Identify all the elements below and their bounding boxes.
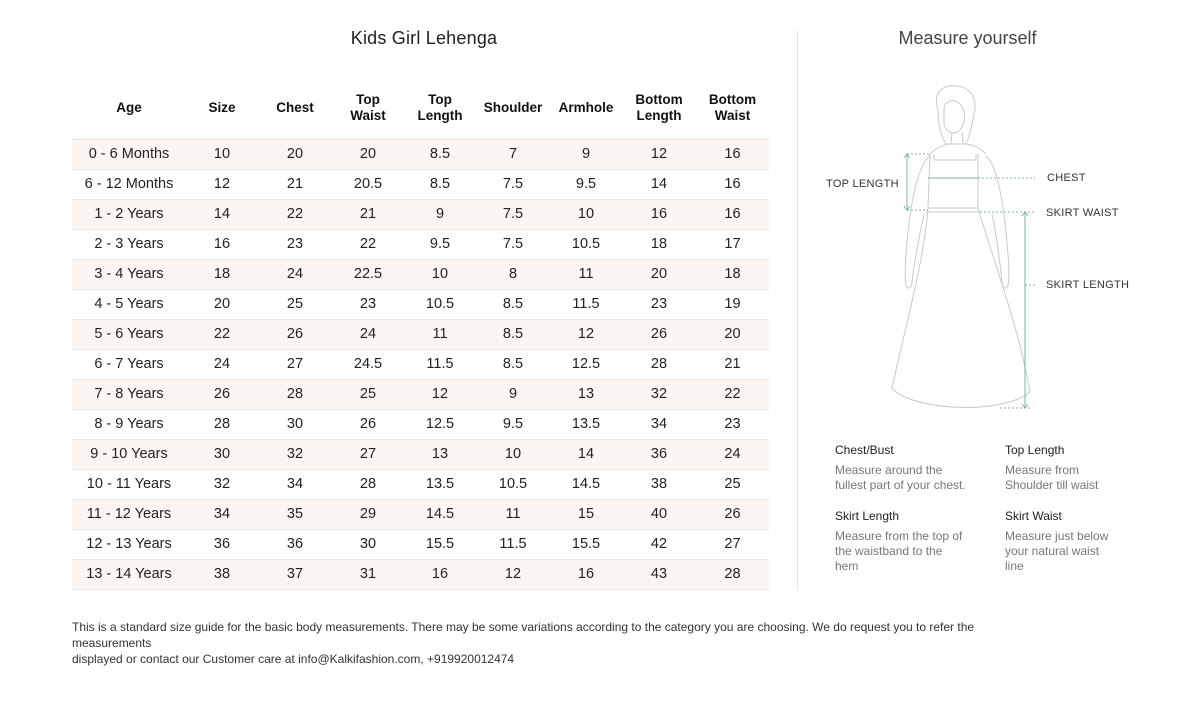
measurement-cell: 10.5 — [404, 289, 476, 319]
measurement-cell: 8.5 — [404, 139, 476, 169]
measurement-cell: 23 — [696, 409, 769, 439]
guide-line: Measure from the top of — [835, 529, 963, 543]
table-row — [72, 379, 769, 409]
measurement-cell: 11 — [550, 259, 622, 289]
measurement-cell: 14.5 — [550, 469, 622, 499]
measurement-cell: 27 — [332, 439, 404, 469]
guide-line: line — [1005, 559, 1024, 573]
table-row — [72, 529, 769, 559]
measurement-cell: 32 — [186, 469, 258, 499]
measurement-cell: 12.5 — [550, 349, 622, 379]
measurement-cell: 11 — [404, 319, 476, 349]
measurement-cell: 16 — [186, 229, 258, 259]
age-cell: 12 - 13 Years — [72, 529, 186, 559]
measurement-cell: 26 — [332, 409, 404, 439]
table-row — [72, 559, 769, 589]
measurement-cell: 25 — [332, 379, 404, 409]
column-header — [404, 78, 476, 139]
age-cell: 4 - 5 Years — [72, 289, 186, 319]
measurement-cell: 7.5 — [476, 229, 550, 259]
measurement-cell: 20 — [186, 289, 258, 319]
measurement-cell: 10 — [550, 199, 622, 229]
table-row — [72, 469, 769, 499]
measurement-cell: 23 — [622, 289, 696, 319]
measurement-cell: 21 — [332, 199, 404, 229]
measurement-cell: 32 — [258, 439, 332, 469]
measurement-cell: 8.5 — [404, 169, 476, 199]
measurement-cell: 24.5 — [332, 349, 404, 379]
measurement-cell: 14 — [550, 439, 622, 469]
measurement-cell: 38 — [186, 559, 258, 589]
measurement-cell: 12 — [404, 379, 476, 409]
age-cell: 6 - 7 Years — [72, 349, 186, 379]
measurement-cell: 12 — [622, 139, 696, 169]
measurement-cell: 34 — [186, 499, 258, 529]
measurement-cell: 13.5 — [404, 469, 476, 499]
age-cell: 10 - 11 Years — [72, 469, 186, 499]
measurement-cell: 32 — [622, 379, 696, 409]
age-cell: 7 - 8 Years — [72, 379, 186, 409]
measurement-cell: 28 — [622, 349, 696, 379]
guide-line: your natural waist — [1005, 544, 1100, 558]
measurement-cell: 9 — [550, 139, 622, 169]
guide-line: hem — [835, 559, 859, 573]
section-divider — [797, 30, 798, 590]
measurement-cell: 11.5 — [476, 529, 550, 559]
measurement-cell: 8.5 — [476, 349, 550, 379]
table-row — [72, 259, 769, 289]
column-header-line: Length — [417, 108, 463, 124]
measurement-cell: 29 — [332, 499, 404, 529]
column-header — [696, 78, 769, 139]
table-body — [72, 139, 769, 589]
measurement-cell: 35 — [258, 499, 332, 529]
guide-skirt-waist — [1005, 509, 1155, 574]
measurement-cell: 17 — [696, 229, 769, 259]
measurement-cell: 23 — [332, 289, 404, 319]
measurement-cell: 28 — [186, 409, 258, 439]
column-header — [622, 78, 696, 139]
measurement-cell: 36 — [622, 439, 696, 469]
measurement-cell: 16 — [550, 559, 622, 589]
measurement-cell: 10.5 — [476, 469, 550, 499]
measurement-cell: 26 — [622, 319, 696, 349]
measurement-cell: 8.5 — [476, 289, 550, 319]
measurement-cell: 25 — [696, 469, 769, 499]
measurement-cell: 10 — [404, 259, 476, 289]
measurement-cell: 7 — [476, 139, 550, 169]
measurement-cell: 12 — [186, 169, 258, 199]
measurement-cell: 34 — [622, 409, 696, 439]
measurement-cell: 26 — [696, 499, 769, 529]
measurement-cell: 24 — [186, 349, 258, 379]
measurement-cell: 22.5 — [332, 259, 404, 289]
age-cell: 8 - 9 Years — [72, 409, 186, 439]
measurement-cell: 18 — [186, 259, 258, 289]
guide-skirt-length — [835, 509, 985, 574]
table-title: Kids Girl Lehenga — [350, 28, 498, 48]
column-header-line: Top — [428, 92, 452, 108]
guide-top-length — [1005, 443, 1155, 493]
column-header-line: Top — [356, 92, 380, 108]
measurement-cell: 42 — [622, 529, 696, 559]
measurement-cell: 37 — [258, 559, 332, 589]
guide-line: Shoulder till waist — [1005, 478, 1099, 492]
guide-line: fullest part of your chest. — [835, 478, 966, 492]
measurement-cell: 16 — [696, 169, 769, 199]
guide-line: Measure just below — [1005, 529, 1109, 543]
guide-line: the waistband to the — [835, 544, 943, 558]
measurement-cell: 10 — [476, 439, 550, 469]
measurement-cell: 12 — [476, 559, 550, 589]
measurement-cell: 27 — [258, 349, 332, 379]
measurement-cell: 10.5 — [550, 229, 622, 259]
measurement-cell: 24 — [258, 259, 332, 289]
girl-dress-illustration — [820, 82, 1130, 422]
table-row — [72, 319, 769, 349]
column-header-line: Size — [208, 100, 236, 116]
guide-line: Measure from — [1005, 463, 1080, 477]
column-header-line: Waist — [350, 108, 386, 124]
measurement-cell: 31 — [332, 559, 404, 589]
measurement-cell: 20 — [332, 139, 404, 169]
guide-chest-bust — [835, 443, 985, 493]
measurement-cell: 24 — [696, 439, 769, 469]
footer-line-2: displayed or contact our Customer care at info@Kalkifashion.com, +919920012474 — [72, 652, 515, 666]
measurement-cell: 14 — [622, 169, 696, 199]
measurement-cell: 9.5 — [476, 409, 550, 439]
age-cell: 13 - 14 Years — [72, 559, 186, 589]
measurement-cell: 26 — [186, 379, 258, 409]
measurement-cell: 12.5 — [404, 409, 476, 439]
measurement-cell: 43 — [622, 559, 696, 589]
measurement-cell: 34 — [258, 469, 332, 499]
measurement-cell: 13 — [550, 379, 622, 409]
table-row — [72, 349, 769, 379]
measurement-cell: 40 — [622, 499, 696, 529]
measurement-cell: 7.5 — [476, 199, 550, 229]
column-header-line: Shoulder — [483, 100, 543, 116]
measurement-cell: 36 — [258, 529, 332, 559]
measurement-cell: 16 — [696, 199, 769, 229]
measurement-cell: 21 — [258, 169, 332, 199]
table-row — [72, 139, 769, 169]
measure-title: Measure yourself — [898, 28, 1037, 48]
column-header-line: Age — [116, 100, 142, 116]
measurement-cell: 26 — [258, 319, 332, 349]
measurement-cell: 21 — [696, 349, 769, 379]
table-row — [72, 229, 769, 259]
measurement-cell: 22 — [186, 319, 258, 349]
measurement-cell: 13.5 — [550, 409, 622, 439]
measurement-cell: 12 — [550, 319, 622, 349]
measurement-cell: 22 — [332, 229, 404, 259]
age-cell: 5 - 6 Years — [72, 319, 186, 349]
measurement-cell: 16 — [622, 199, 696, 229]
measurement-cell: 11.5 — [404, 349, 476, 379]
column-header-line: Bottom — [708, 92, 757, 108]
column-header — [550, 78, 622, 139]
column-header — [72, 78, 186, 139]
measurement-cell: 15.5 — [550, 529, 622, 559]
age-cell: 11 - 12 Years — [72, 499, 186, 529]
table-row — [72, 289, 769, 319]
measurement-cell: 28 — [696, 559, 769, 589]
measurement-cell: 38 — [622, 469, 696, 499]
guide-title: Top Length — [1005, 443, 1065, 457]
measurement-cell: 25 — [258, 289, 332, 319]
measurement-cell: 9.5 — [404, 229, 476, 259]
age-cell: 2 - 3 Years — [72, 229, 186, 259]
measurement-cell: 15.5 — [404, 529, 476, 559]
measurement-cell: 30 — [258, 409, 332, 439]
top-length-label: TOP LENGTH — [826, 178, 899, 190]
measurement-cell: 22 — [258, 199, 332, 229]
guide-line: Measure around the — [835, 463, 943, 477]
measurement-cell: 18 — [622, 229, 696, 259]
measurement-cell: 11.5 — [550, 289, 622, 319]
measurement-cell: 20.5 — [332, 169, 404, 199]
age-cell: 9 - 10 Years — [72, 439, 186, 469]
column-header-line: Waist — [714, 108, 751, 124]
measurement-cell: 27 — [696, 529, 769, 559]
measurement-cell: 20 — [696, 319, 769, 349]
column-header — [332, 78, 404, 139]
measurement-cell: 28 — [332, 469, 404, 499]
guide-title: Skirt Waist — [1005, 509, 1062, 523]
measurement-cell: 15 — [550, 499, 622, 529]
measurement-cell: 14 — [186, 199, 258, 229]
guide-text — [1005, 529, 1155, 574]
measurement-cell: 14.5 — [404, 499, 476, 529]
size-chart-table — [72, 78, 769, 590]
measurement-cell: 11 — [476, 499, 550, 529]
column-header — [258, 78, 332, 139]
measurement-cell: 28 — [258, 379, 332, 409]
age-cell: 3 - 4 Years — [72, 259, 186, 289]
guide-text — [835, 463, 985, 493]
measurement-cell: 19 — [696, 289, 769, 319]
column-header-line: Bottom — [635, 92, 683, 108]
table-row — [72, 409, 769, 439]
measurement-cell: 16 — [404, 559, 476, 589]
measurement-cell: 8.5 — [476, 319, 550, 349]
measurement-cell: 22 — [696, 379, 769, 409]
skirt-waist-label: SKIRT WAIST — [1046, 207, 1119, 219]
column-header — [476, 78, 550, 139]
measurement-cell: 23 — [258, 229, 332, 259]
measurement-cell: 18 — [696, 259, 769, 289]
measurement-cell: 10 — [186, 139, 258, 169]
measurement-cell: 9.5 — [550, 169, 622, 199]
age-cell: 0 - 6 Months — [72, 139, 186, 169]
column-header-line: Armhole — [558, 100, 614, 116]
footer-line-1: This is a standard size guide for the basic body measurements. There may be some variations according to the category you are choosing. We do request you to refer the measurements — [72, 620, 975, 650]
measurement-cell: 20 — [258, 139, 332, 169]
guide-text — [1005, 463, 1155, 493]
footer-note — [72, 619, 1052, 667]
measurement-cell: 30 — [332, 529, 404, 559]
chest-label: CHEST — [1047, 172, 1086, 184]
skirt-length-label: SKIRT LENGTH — [1046, 279, 1130, 291]
guide-text — [835, 529, 985, 574]
measurement-cell: 16 — [696, 139, 769, 169]
measurement-cell: 30 — [186, 439, 258, 469]
age-cell: 1 - 2 Years — [72, 199, 186, 229]
age-cell: 6 - 12 Months — [72, 169, 186, 199]
column-header-line: Chest — [276, 100, 314, 116]
table-row — [72, 439, 769, 469]
table-row — [72, 169, 769, 199]
column-header-line: Length — [636, 108, 682, 124]
table-row — [72, 199, 769, 229]
measurement-cell: 24 — [332, 319, 404, 349]
guide-title: Skirt Length — [835, 509, 900, 523]
guide-title: Chest/Bust — [835, 443, 894, 457]
measurement-cell: 36 — [186, 529, 258, 559]
measurement-cell: 7.5 — [476, 169, 550, 199]
measurement-cell: 20 — [622, 259, 696, 289]
measurement-cell: 9 — [404, 199, 476, 229]
column-header — [186, 78, 258, 139]
measurement-cell: 8 — [476, 259, 550, 289]
table-header-row — [72, 78, 769, 139]
measurement-cell: 13 — [404, 439, 476, 469]
table-row — [72, 499, 769, 529]
dress-figure — [820, 82, 1130, 422]
measurement-cell: 9 — [476, 379, 550, 409]
